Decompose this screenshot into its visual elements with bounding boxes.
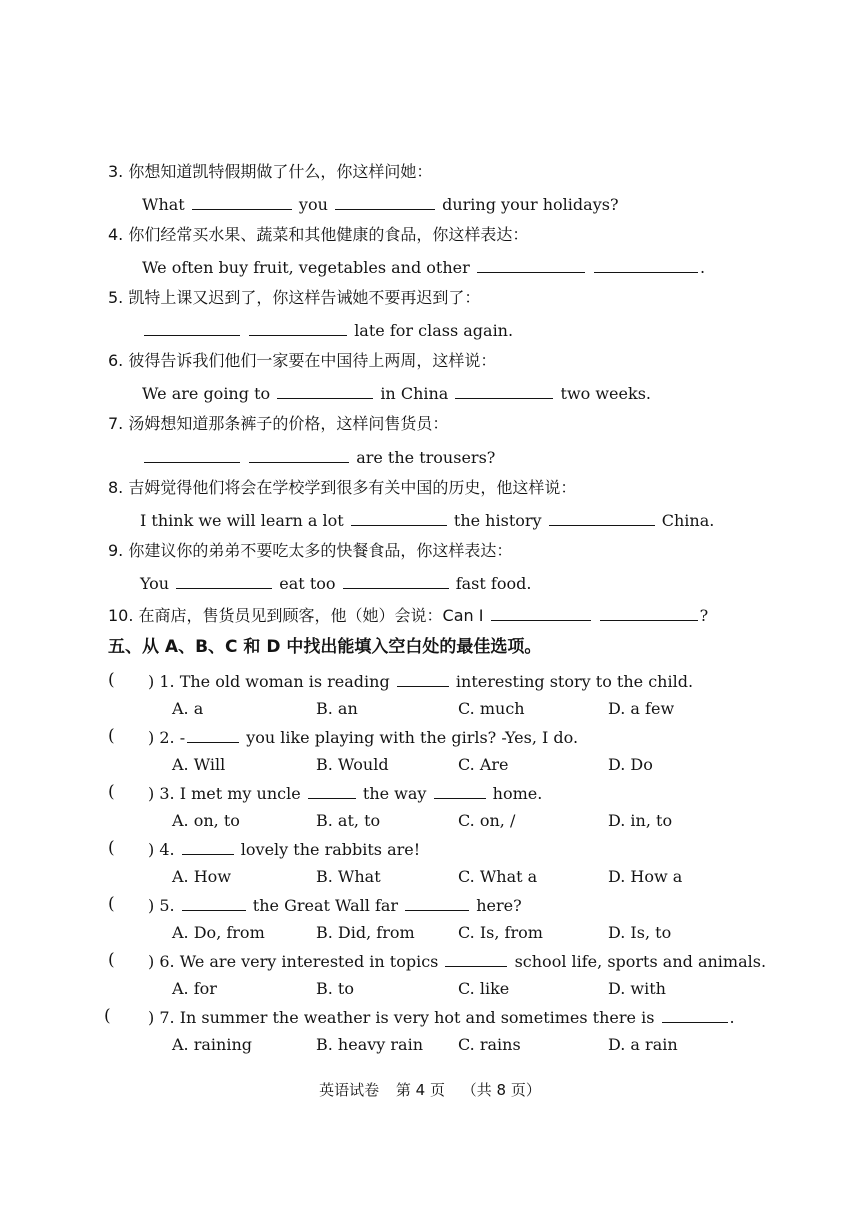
q9-text-2: eat too — [279, 574, 336, 593]
question-text: interesting story to the child. — [455, 672, 694, 691]
mc-question — [148, 1007, 735, 1028]
option-a[interactable]: A. Do, from — [172, 923, 265, 942]
mc-question — [148, 671, 693, 692]
q8-sentence — [140, 510, 714, 531]
option-d[interactable]: D. with — [608, 979, 666, 998]
answer-blank[interactable] — [182, 839, 234, 855]
mc-question — [148, 783, 542, 804]
answer-blank[interactable] — [662, 1007, 728, 1023]
option-b[interactable]: B. What — [316, 867, 381, 886]
option-b[interactable]: B. to — [316, 979, 354, 998]
q5-text-1: late for class again. — [354, 321, 514, 340]
question-text: - — [179, 728, 186, 747]
q10-prompt: 10. 在商店，售货员见到顾客，他（她）会说：Can I — [108, 606, 484, 625]
option-c[interactable]: C. rains — [458, 1035, 521, 1054]
option-c[interactable]: C. Is, from — [458, 923, 543, 942]
answer-blank[interactable] — [397, 671, 449, 687]
q7-text-1: are the trousers? — [356, 448, 496, 467]
q3-prompt: 3. 你想知道凯特假期做了什么，你这样问她： — [108, 162, 433, 181]
q4-text-2: . — [699, 258, 706, 277]
question-text: here? — [476, 896, 522, 915]
answer-paren[interactable]: ( — [104, 1006, 111, 1026]
answer-blank[interactable] — [434, 783, 486, 799]
q10-sentence — [108, 605, 708, 626]
answer-blank[interactable] — [600, 605, 698, 621]
answer-paren[interactable]: ( — [108, 838, 115, 858]
q5-prompt: 5. 凯特上课又迟到了，你这样告诫她不要再迟到了： — [108, 288, 481, 307]
question-text: home. — [492, 784, 543, 803]
question-text: In summer the weather is very hot and sometimes there is — [179, 1008, 655, 1027]
question-number: ) 1. — [148, 672, 175, 691]
answer-blank[interactable] — [351, 510, 447, 526]
section-title: 五、从 A、B、C 和 D 中找出能填入空白处的最佳选项。 — [108, 637, 542, 657]
option-d[interactable]: D. in, to — [608, 811, 673, 830]
answer-blank[interactable] — [549, 510, 655, 526]
question-text: the way — [362, 784, 427, 803]
option-d[interactable]: D. a few — [608, 699, 675, 718]
question-number: ) 4. — [148, 840, 175, 859]
question-number: ) 5. — [148, 896, 175, 915]
question-text: . — [729, 1008, 735, 1027]
answer-blank[interactable] — [277, 383, 373, 399]
answer-blank[interactable] — [455, 383, 553, 399]
answer-blank[interactable] — [335, 194, 435, 210]
q9-sentence — [140, 573, 531, 594]
option-a[interactable]: A. for — [172, 979, 217, 998]
option-d[interactable]: D. a rain — [608, 1035, 678, 1054]
q7-sentence — [142, 447, 495, 468]
option-c[interactable]: C. on, / — [458, 811, 516, 830]
footer-page-number: 第 4 页 — [395, 1081, 445, 1099]
option-a[interactable]: A. How — [172, 867, 232, 886]
page-footer — [0, 1079, 860, 1100]
q3-text-1: What — [142, 195, 185, 214]
question-number: ) 2. — [148, 728, 175, 747]
q9-text-3: fast food. — [455, 574, 532, 593]
option-b[interactable]: B. Did, from — [316, 923, 415, 942]
question-number: ) 3. — [148, 784, 175, 803]
option-d[interactable]: D. Is, to — [608, 923, 672, 942]
option-a[interactable]: A. a — [172, 699, 204, 718]
answer-blank[interactable] — [192, 194, 292, 210]
answer-paren[interactable]: ( — [108, 670, 115, 690]
answer-paren[interactable]: ( — [108, 950, 115, 970]
answer-blank[interactable] — [477, 257, 585, 273]
q10-text-2: ? — [699, 606, 709, 625]
answer-blank[interactable] — [182, 895, 246, 911]
option-b[interactable]: B. an — [316, 699, 358, 718]
option-c[interactable]: C. like — [458, 979, 510, 998]
q9-prompt: 9. 你建议你的弟弟不要吃太多的快餐食品，你这样表达： — [108, 541, 513, 560]
question-text: I met my uncle — [179, 784, 301, 803]
mc-question — [148, 951, 766, 972]
q4-sentence — [142, 257, 705, 278]
option-c[interactable]: C. much — [458, 699, 525, 718]
question-text: The old woman is reading — [179, 672, 390, 691]
option-c[interactable]: C. Are — [458, 755, 509, 774]
option-b[interactable]: B. at, to — [316, 811, 381, 830]
q8-text-3: China. — [661, 511, 715, 530]
q8-text-1: I think we will learn a lot — [140, 511, 344, 530]
answer-paren[interactable]: ( — [108, 726, 115, 746]
answer-blank[interactable] — [249, 447, 349, 463]
footer-subject: 英语试卷 — [319, 1081, 380, 1099]
option-d[interactable]: D. How a — [608, 867, 683, 886]
answer-paren[interactable]: ( — [108, 782, 115, 802]
q4-text-1: We often buy fruit, vegetables and other — [142, 258, 470, 277]
q4-prompt: 4. 你们经常买水果、蔬菜和其他健康的食品，你这样表达： — [108, 225, 529, 244]
answer-blank[interactable] — [144, 447, 240, 463]
option-b[interactable]: B. heavy rain — [316, 1035, 424, 1054]
q8-prompt: 8. 吉姆觉得他们将会在学校学到很多有关中国的历史，他这样说： — [108, 478, 577, 497]
mc-question — [148, 895, 522, 916]
q9-text-1: You — [140, 574, 170, 593]
question-text: lovely the rabbits are! — [240, 840, 421, 859]
q3-text-3: during your holidays? — [442, 195, 619, 214]
question-text: you like playing with the girls? -Yes, I do. — [246, 728, 579, 747]
q6-prompt: 6. 彼得告诉我们他们一家要在中国待上两周，这样说： — [108, 351, 497, 370]
q3-sentence — [142, 194, 619, 215]
answer-blank[interactable] — [491, 605, 591, 621]
option-d[interactable]: D. Do — [608, 755, 653, 774]
q6-sentence — [142, 383, 651, 404]
answer-paren[interactable]: ( — [108, 894, 115, 914]
q8-text-2: the history — [453, 511, 542, 530]
q7-prompt: 7. 汤姆想知道那条裤子的价格，这样问售货员： — [108, 414, 449, 433]
option-c[interactable]: C. What a — [458, 867, 538, 886]
answer-blank[interactable] — [144, 320, 240, 336]
q6-text-2: in China — [380, 384, 449, 403]
option-a[interactable]: A. Will — [172, 755, 226, 774]
answer-blank[interactable] — [445, 951, 507, 967]
mc-question — [148, 839, 420, 860]
answer-blank[interactable] — [343, 573, 449, 589]
q6-text-3: two weeks. — [560, 384, 651, 403]
answer-blank[interactable] — [405, 895, 469, 911]
answer-blank[interactable] — [249, 320, 347, 336]
option-a[interactable]: A. raining — [172, 1035, 252, 1054]
q3-text-2: you — [298, 195, 328, 214]
question-number: ) 6. — [148, 952, 175, 971]
answer-blank[interactable] — [187, 727, 239, 743]
footer-total-pages: （共 8 页） — [461, 1081, 541, 1099]
option-b[interactable]: B. Would — [316, 755, 389, 774]
q6-text-1: We are going to — [142, 384, 271, 403]
question-text: the Great Wall far — [252, 896, 399, 915]
answer-blank[interactable] — [176, 573, 272, 589]
answer-blank[interactable] — [308, 783, 356, 799]
option-a[interactable]: A. on, to — [172, 811, 240, 830]
q5-sentence — [142, 320, 513, 341]
question-text: We are very interested in topics — [179, 952, 439, 971]
question-text: school life, sports and animals. — [514, 952, 767, 971]
mc-question — [148, 727, 578, 748]
question-number: ) 7. — [148, 1008, 175, 1027]
answer-blank[interactable] — [594, 257, 698, 273]
